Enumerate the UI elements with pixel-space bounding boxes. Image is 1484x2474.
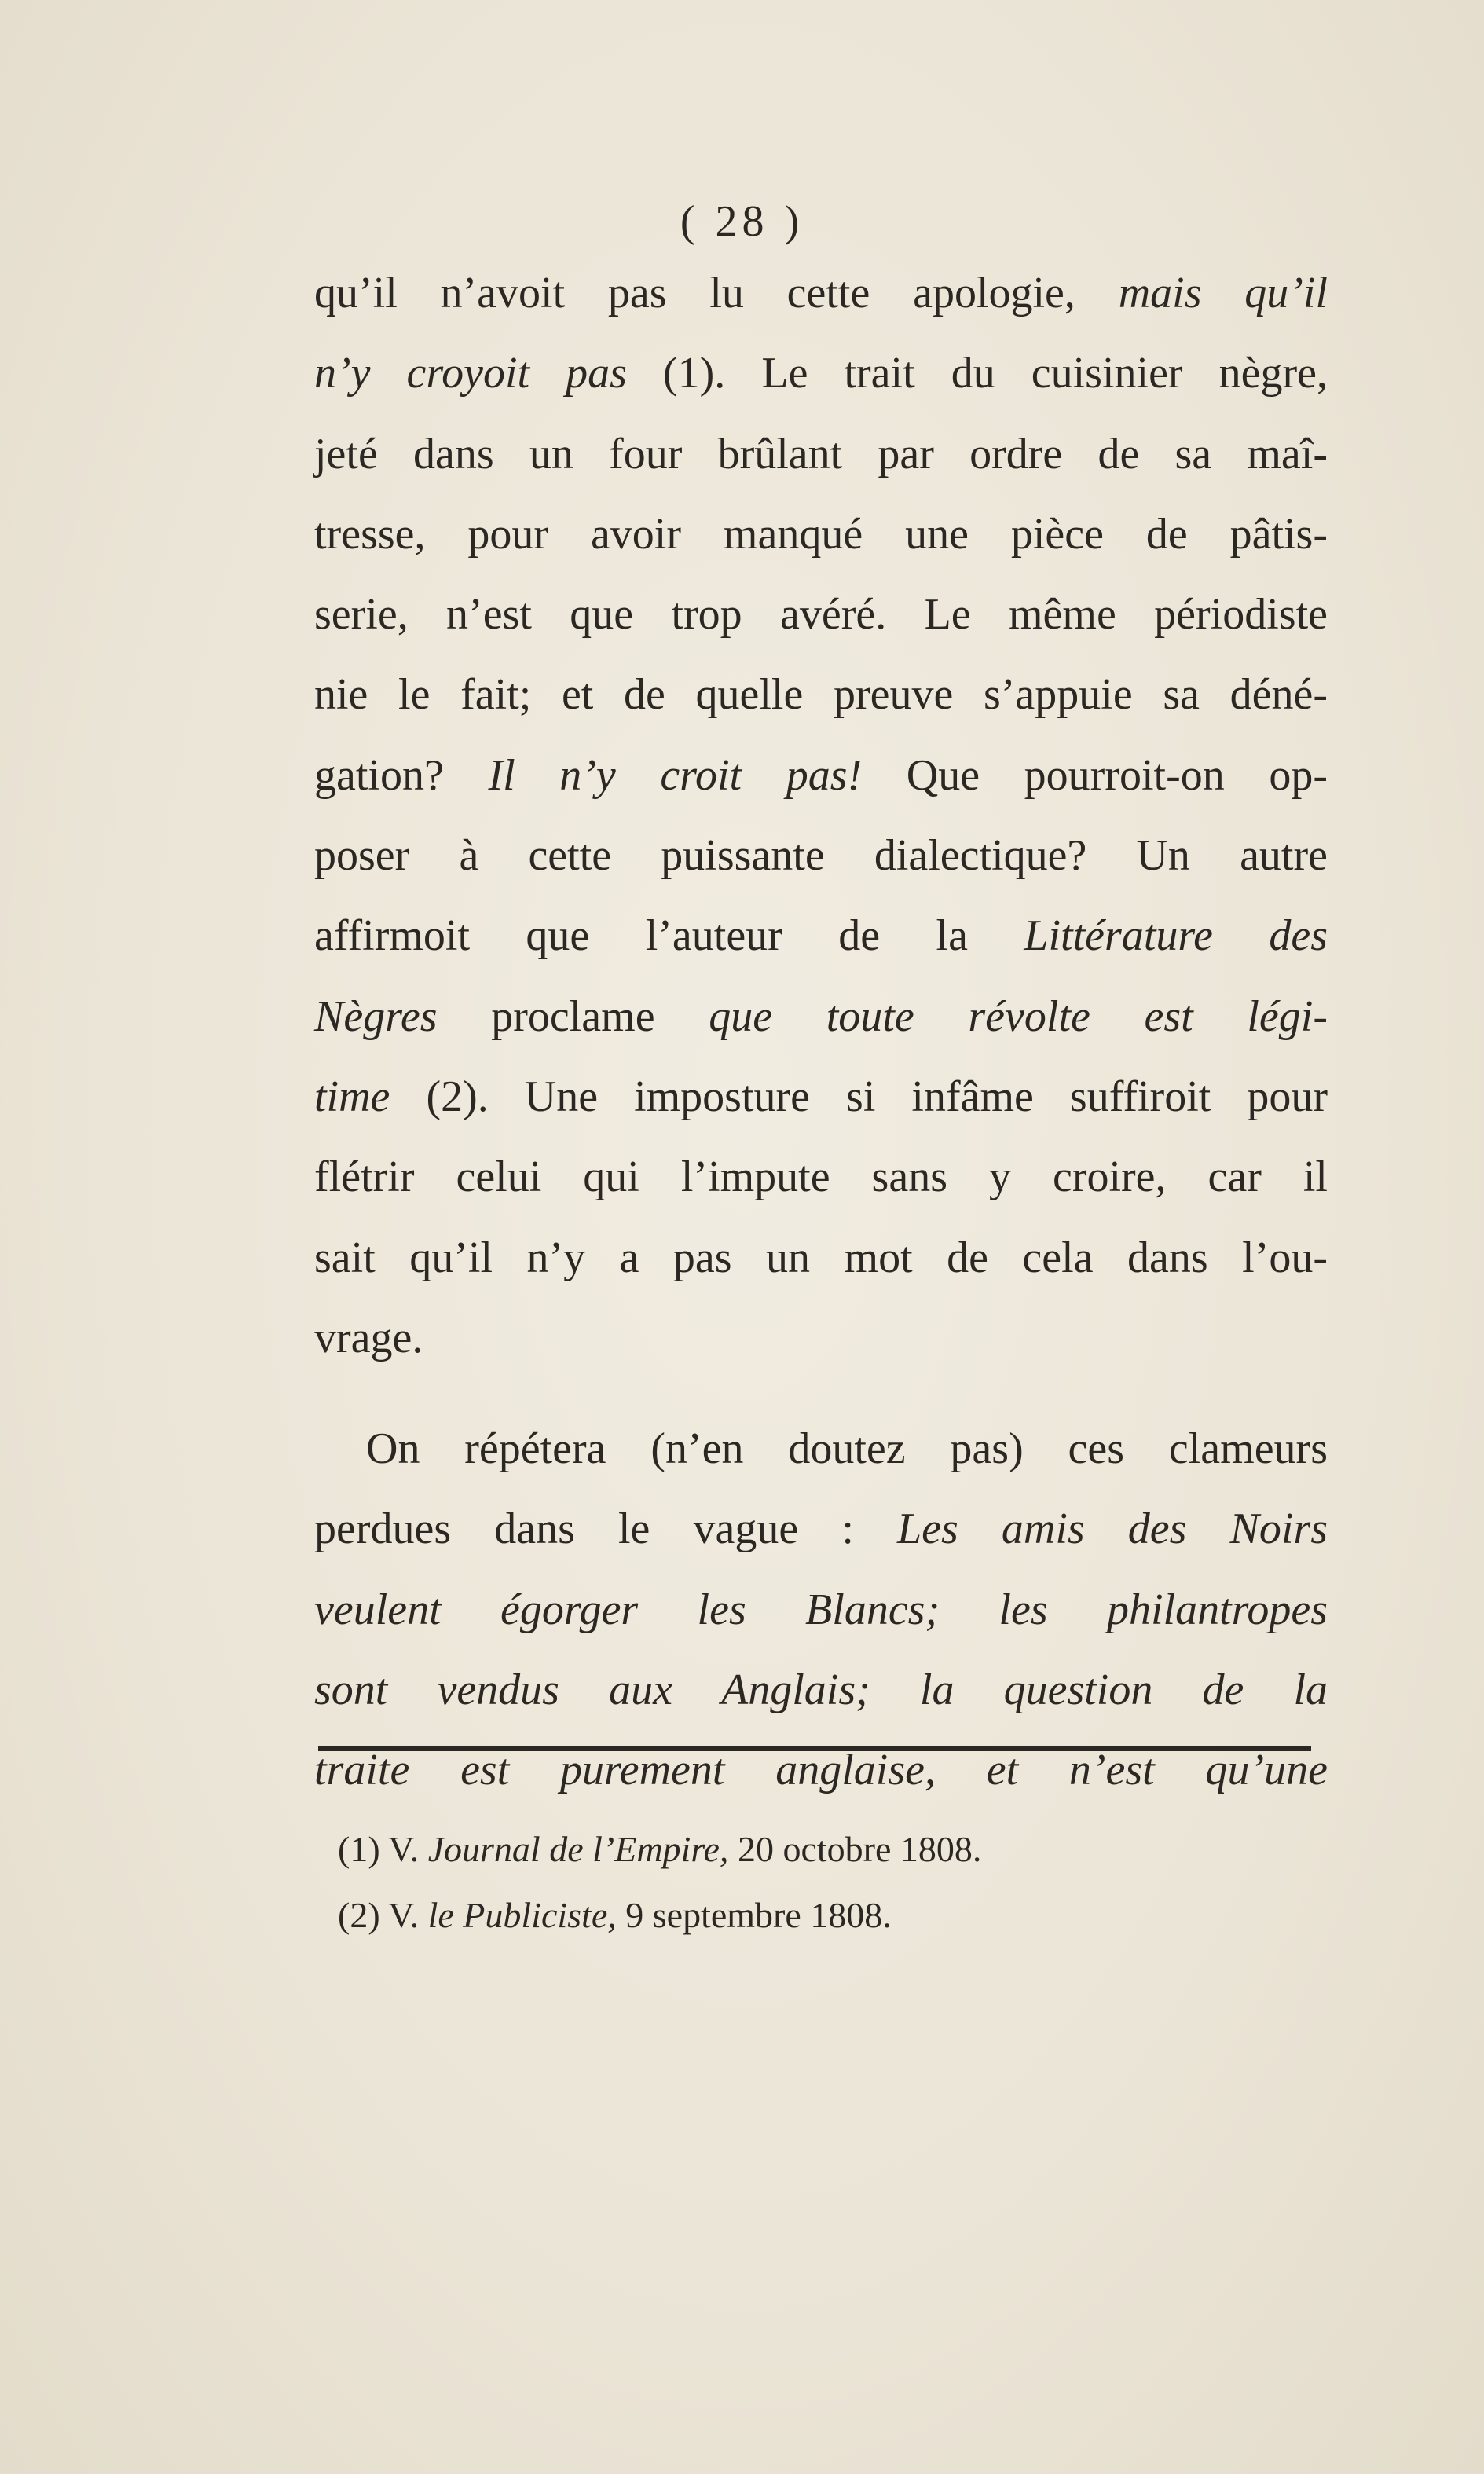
text-run: tresse, pour avoir manqué une pièce de pâtis- xyxy=(314,509,1328,559)
footnote-1 xyxy=(338,1816,1312,1882)
text-run: (1). Le trait du cuisinier nègre, xyxy=(626,349,1328,398)
text-run: 20 octobre 1808. xyxy=(728,1829,982,1869)
italic-text: traite est purement anglaise, et n’est qu’une xyxy=(314,1746,1328,1795)
text-run: gation? xyxy=(314,750,489,800)
italic-text: mais qu’il xyxy=(1118,269,1328,317)
text-run: On répétera (n’en doutez pas) ces clameurs xyxy=(366,1424,1328,1474)
text-run: proclame xyxy=(437,991,709,1041)
footnote-2 xyxy=(338,1882,1312,1948)
text-line xyxy=(314,735,1328,816)
text-line xyxy=(314,1137,1328,1217)
text-line xyxy=(314,816,1328,896)
paragraph-gap xyxy=(314,1378,1328,1409)
italic-text: Les amis des Noirs xyxy=(896,1505,1328,1554)
italic-text: veulent égorger les Blancs; les philantropes xyxy=(314,1585,1328,1634)
text-run: jeté dans un four brûlant par ordre de sa maî- xyxy=(314,429,1328,478)
italic-text: le Publiciste, xyxy=(427,1895,617,1935)
text-run: sait qu’il n’y a pas un mot de cela dans l’ou- xyxy=(314,1233,1328,1282)
text-run: qu’il n’avoit pas lu cette apologie, xyxy=(314,269,1119,317)
text-run: vrage. xyxy=(314,1313,423,1362)
text-line xyxy=(314,1730,1328,1810)
body-text xyxy=(314,253,1328,1811)
text-run: (1) V. xyxy=(338,1829,428,1869)
text-line xyxy=(314,1570,1328,1650)
italic-text: que toute révolte est légi- xyxy=(709,991,1328,1041)
text-line xyxy=(314,1409,1328,1489)
italic-text: n’y croyoit pas xyxy=(314,349,627,398)
italic-text: Journal de l’Empire, xyxy=(427,1829,729,1869)
text-run: flétrir celui qui l’impute sans y croire, car il xyxy=(314,1153,1328,1202)
footnote-separator-rule xyxy=(318,1746,1311,1751)
text-line xyxy=(314,1218,1328,1298)
text-run: poser à cette puissante dialectique? Un autre xyxy=(314,831,1328,881)
text-line xyxy=(314,1489,1328,1569)
text-line xyxy=(314,1057,1328,1137)
text-line xyxy=(314,654,1328,735)
text-line xyxy=(314,574,1328,654)
italic-text: sont vendus aux Anglais; la question de la xyxy=(314,1666,1328,1715)
text-run: nie le fait; et de quelle preuve s’appuie sa déné- xyxy=(314,670,1328,720)
text-line xyxy=(314,1298,1328,1378)
text-run: affirmoit que l’auteur de la xyxy=(314,911,1024,961)
text-run: (2). Une imposture si infâme suffiroit pour xyxy=(390,1072,1328,1121)
text-run: 9 septembre 1808. xyxy=(616,1895,892,1935)
page-number: ( 28 ) xyxy=(680,197,804,246)
text-run: perdues dans le vague : xyxy=(314,1505,897,1554)
text-run: (2) V. xyxy=(338,1895,428,1935)
italic-text: Nègres xyxy=(314,991,438,1041)
text-line xyxy=(314,333,1328,413)
text-line xyxy=(314,253,1328,333)
text-line xyxy=(314,1650,1328,1730)
text-line xyxy=(314,494,1328,574)
text-run: serie, n’est que trop avéré. Le même périodiste xyxy=(314,590,1328,640)
text-line xyxy=(314,896,1328,976)
italic-text: Il n’y croit pas! xyxy=(488,750,863,800)
text-run: Que pourroit-on op- xyxy=(862,750,1328,800)
text-line xyxy=(314,977,1328,1057)
footnotes xyxy=(338,1816,1312,1948)
italic-text: Littérature des xyxy=(1024,911,1328,961)
text-line xyxy=(314,414,1328,494)
italic-text: time xyxy=(314,1072,390,1121)
